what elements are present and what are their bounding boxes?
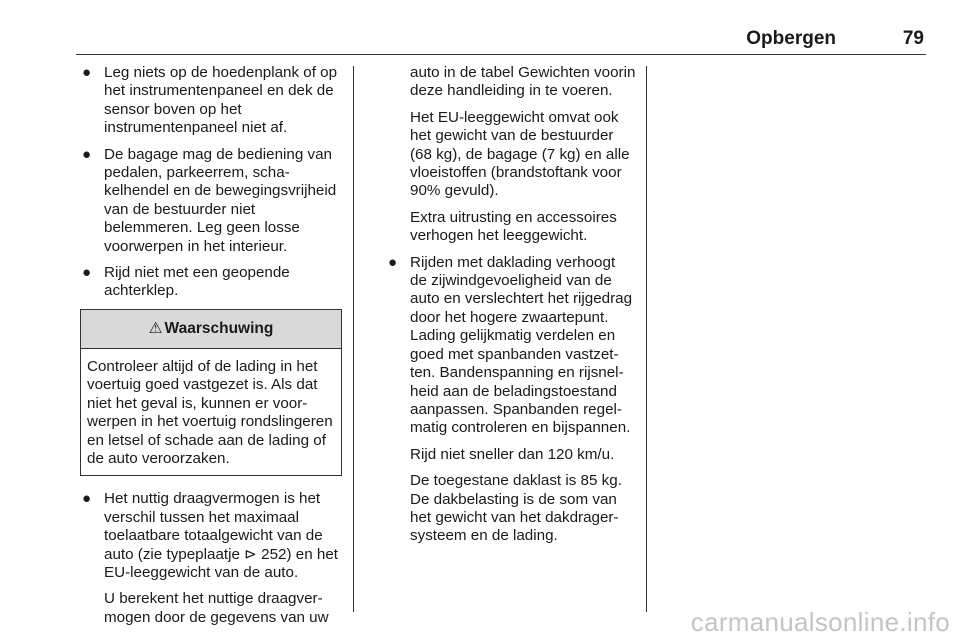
paragraph: auto in de tabel Gewichten voorin deze handleiding in te voeren.: [410, 64, 636, 100]
warning-header: [81, 310, 341, 349]
left-column: [80, 64, 342, 635]
list-item: ● Rijd niet met een geopende achterklep.: [82, 264, 290, 300]
column-divider-right: [646, 66, 647, 612]
page-reference-arrow-icon: ⊳: [244, 545, 257, 563]
paragraph: De toegestane daklast is 85 kg. De dakbelasting is de som van het gewicht van het dakdragersysteem en de lading.: [410, 472, 622, 545]
bullet-icon: ●: [82, 64, 92, 81]
bullet-icon: ●: [82, 145, 92, 163]
section-title: Opbergen: [746, 28, 836, 49]
warning-title: Waarschuwing: [164, 319, 274, 337]
bullet-list-right: [386, 254, 636, 438]
warning-box: [80, 309, 342, 476]
page-header: [76, 26, 926, 55]
list-item: ● De bagage mag de bediening van pedalen, parkeerrem, schakelhendel en de bewegingsvrijheid van de bestuurder niet belemmeren. Leg geen losse voorwerpen in het interieur.: [82, 145, 337, 255]
bullet-icon: ●: [82, 490, 92, 508]
warning-triangle-icon: ⚠: [148, 319, 163, 337]
list-item: ● Rijden met daklading verhoogt de zijwindgevoeligheid van de auto en verslechtert het rijgedrag door het hogere zwaartepunt. Lading gelijkmatig verdelen en goed met spanbanden vastzetten. Bandenspanning en rijsnelheid aan de beladingstoestand aanpassen. Spanbanden regelmatig controleren en bijspannen.: [388, 253, 633, 437]
paragraph: Extra uitrusting en accessoires verhogen het leeggewicht.: [410, 208, 617, 245]
paragraph: U berekent het nuttige draagvermogen door de gegevens van uw: [104, 590, 329, 626]
warning-body: Controleer altijd of de lading in het voertuig goed vastgezet is. Als dat niet het geval is, kunnen er voorwerpen in het voertuig rondslingeren en letsel of schade aan de lading of de auto veroorzaken.: [87, 357, 333, 467]
paragraph: Rijd niet sneller dan 120 km/u.: [410, 445, 615, 463]
paragraph: Het EU-leeggewicht omvat ook het gewicht van de bestuurder (68 kg), de bagage (7 kg) en alle vloeistoffen (brandstoftank voor 90% gevuld).: [410, 108, 630, 200]
page-number: 79: [902, 28, 924, 49]
bullet-icon: ●: [388, 253, 398, 271]
list-item: ● Het nuttig draagvermogen is het verschil tussen het maximaal toelaatbare totaalgewicht van de auto (zie typeplaatje ⊳ 252) en het EU-leeggewicht van de auto.: [82, 490, 338, 581]
page-reference: 252) en het EU-leeggewicht van de auto.: [104, 545, 338, 581]
column-divider-left: [353, 66, 354, 612]
right-column: [386, 64, 636, 554]
bullet-list-top: [80, 64, 342, 301]
list-item: ● Leg niets op de hoedenplank of op het instrumentenpaneel en dek de sensor boven op het instrumentenpaneel niet af.: [82, 64, 338, 137]
bullet-icon: ●: [82, 264, 92, 282]
watermark: carmanualsonline.info: [690, 607, 950, 637]
bullet-list-bottom: [80, 490, 342, 582]
